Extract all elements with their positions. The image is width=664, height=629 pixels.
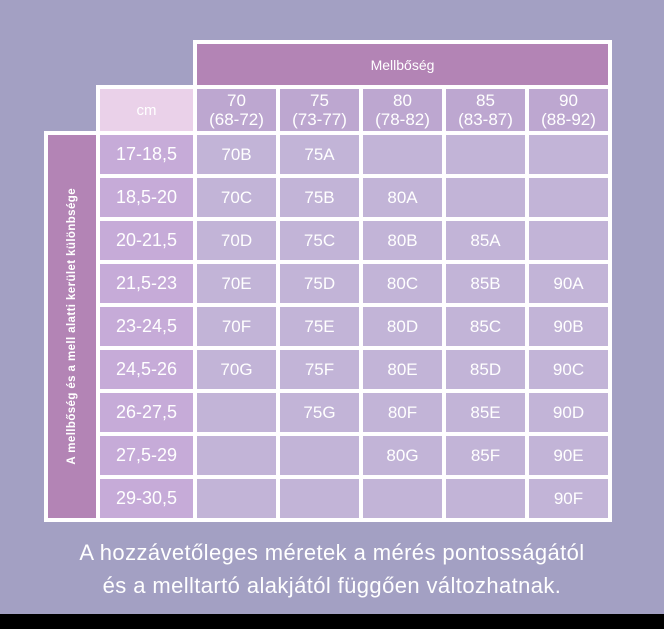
row-label: 29-30,5 [100,479,193,518]
size-cell: 80G [363,436,442,475]
size-cell: 80E [363,350,442,389]
size-cell: 70F [197,307,276,346]
size-cell [280,479,359,518]
row-label: 26-27,5 [100,393,193,432]
size-cell: 70G [197,350,276,389]
column-size: 85 [476,91,495,110]
size-cell: 80D [363,307,442,346]
size-cell [363,479,442,518]
size-cell: 75D [280,264,359,303]
size-cell [529,221,608,260]
column-header-70 [197,89,276,131]
row-label: 20-21,5 [100,221,193,260]
size-cell: 85C [446,307,525,346]
column-header-90 [529,89,608,131]
size-cell [529,178,608,217]
side-axis-label-text: A mellbőség és a mell alatti kerület különbsége [66,188,78,465]
size-cell: 75C [280,221,359,260]
row-label: 27,5-29 [100,436,193,475]
column-range: (73-77) [292,110,347,129]
size-cell [446,178,525,217]
row-label: 24,5-26 [100,350,193,389]
bra-size-chart [48,44,608,518]
size-cell: 70B [197,135,276,174]
size-cell: 70D [197,221,276,260]
bust-measurement-header: Mellbőség [197,44,608,85]
size-cell: 75F [280,350,359,389]
size-cell: 90F [529,479,608,518]
column-size: 75 [310,91,329,110]
size-cell: 90E [529,436,608,475]
size-cell [529,135,608,174]
column-range: (68-72) [209,110,264,129]
column-size: 80 [393,91,412,110]
size-cell [363,135,442,174]
size-cell: 80B [363,221,442,260]
size-cell: 70E [197,264,276,303]
bottom-black-bar [0,614,664,629]
row-label: 23-24,5 [100,307,193,346]
size-cell: 75B [280,178,359,217]
column-size: 70 [227,91,246,110]
size-cell: 80A [363,178,442,217]
disclaimer-caption [0,536,664,602]
column-header-85 [446,89,525,131]
row-label: 17-18,5 [100,135,193,174]
row-label: 18,5-20 [100,178,193,217]
size-cell [446,479,525,518]
size-cell: 85D [446,350,525,389]
size-cell: 75A [280,135,359,174]
size-cell: 85F [446,436,525,475]
size-cell [197,393,276,432]
column-header-80 [363,89,442,131]
size-cell: 75E [280,307,359,346]
size-cell: 80F [363,393,442,432]
row-label: 21,5-23 [100,264,193,303]
size-cell [197,436,276,475]
size-cell: 85A [446,221,525,260]
size-cell: 70C [197,178,276,217]
size-cell: 90B [529,307,608,346]
size-cell: 80C [363,264,442,303]
size-cell [446,135,525,174]
size-cell [197,479,276,518]
size-cell: 90C [529,350,608,389]
unit-label: cm [100,89,193,131]
size-cell: 90A [529,264,608,303]
column-size: 90 [559,91,578,110]
column-range: (78-82) [375,110,430,129]
column-header-75 [280,89,359,131]
column-range: (83-87) [458,110,513,129]
size-cell: 75G [280,393,359,432]
size-cell: 90D [529,393,608,432]
size-cell: 85B [446,264,525,303]
size-cell [280,436,359,475]
disclaimer-line-2: és a melltartó alakjától függően változhatnak. [102,573,562,598]
size-cell: 85E [446,393,525,432]
column-range: (88-92) [541,110,596,129]
disclaimer-line-1: A hozzávetőleges méretek a mérés pontosságától [79,540,585,565]
side-axis-label [48,135,96,518]
